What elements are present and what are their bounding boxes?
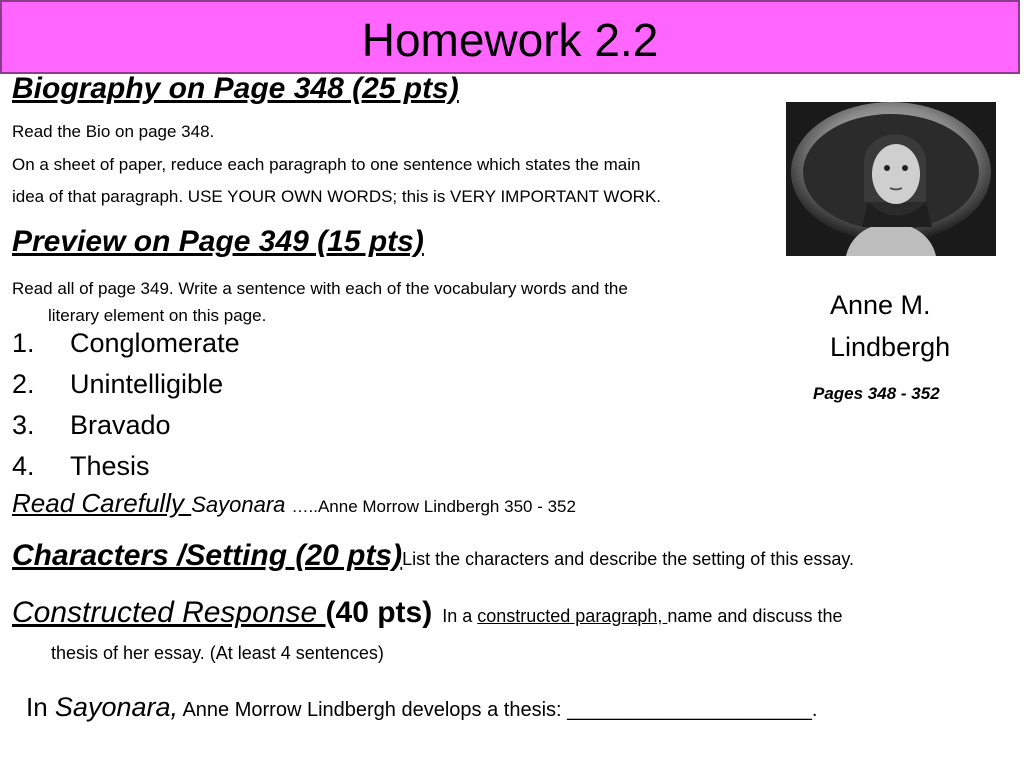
- preview-heading: Preview on Page 349 (15 pts): [12, 225, 424, 258]
- vocab-word: Unintelligible: [70, 369, 224, 399]
- vocab-number: 1.: [12, 328, 35, 358]
- caption-name-line-2: Lindbergh: [830, 332, 951, 362]
- title-banner: [0, 0, 1020, 74]
- constructed-heading: Constructed Response: [12, 596, 326, 629]
- biography-line-2: On a sheet of paper, reduce each paragraph to one sentence which states the main: [12, 155, 641, 174]
- constructed-text-a: In a: [442, 606, 478, 626]
- characters-line: [12, 539, 854, 573]
- essay-title: Sayonara: [191, 492, 292, 517]
- characters-heading: Characters /Setting (20 pts): [12, 539, 403, 572]
- thesis-in: In: [26, 692, 55, 722]
- vocab-number: 2.: [12, 369, 35, 399]
- author-photo-image: [786, 102, 996, 256]
- vocab-number: 4.: [12, 451, 35, 481]
- vocab-item: [12, 410, 171, 441]
- constructed-points: (40 pts): [325, 596, 433, 629]
- vocab-item: [12, 451, 150, 482]
- biography-line-1: Read the Bio on page 348.: [12, 122, 215, 141]
- characters-text: List the characters and describe the setting of this essay.: [402, 549, 855, 569]
- constructed-line-1: [12, 596, 842, 630]
- thesis-title: Sayonara,: [54, 692, 179, 722]
- vocab-number: 3.: [12, 410, 35, 440]
- vocab-word: Thesis: [70, 451, 150, 481]
- vocab-word: Conglomerate: [70, 328, 240, 358]
- biography-line-3: idea of that paragraph. USE YOUR OWN WORDS; this is VERY IMPORTANT WORK.: [12, 187, 662, 206]
- author-photo: [786, 102, 996, 256]
- vocab-item: [12, 369, 223, 400]
- thesis-author-blank: Anne Morrow Lindbergh develops a thesis: ______________________.: [178, 699, 818, 721]
- thesis-sentence: [26, 692, 817, 723]
- constructed-line-2: thesis of her essay. (At least 4 sentences): [51, 643, 384, 663]
- read-carefully-detail: …..Anne Morrow Lindbergh 350 - 352: [291, 497, 576, 516]
- caption-name-line-1: Anne M.: [830, 290, 931, 320]
- vocab-item: [12, 328, 240, 359]
- vocab-word: Bravado: [70, 410, 171, 440]
- preview-line-2: literary element on this page.: [48, 306, 267, 325]
- constructed-paragraph-link: constructed paragraph,: [477, 606, 668, 626]
- read-carefully-line: [12, 488, 576, 519]
- constructed-text-b: name and discuss the: [667, 606, 843, 626]
- page-title: Homework 2.2: [361, 14, 659, 66]
- caption-pages: Pages 348 - 352: [813, 384, 940, 403]
- preview-line-1: Read all of page 349. Write a sentence with each of the vocabulary words and the: [12, 279, 628, 298]
- read-carefully-heading: Read Carefully: [12, 488, 192, 518]
- biography-heading: Biography on Page 348 (25 pts): [12, 72, 459, 105]
